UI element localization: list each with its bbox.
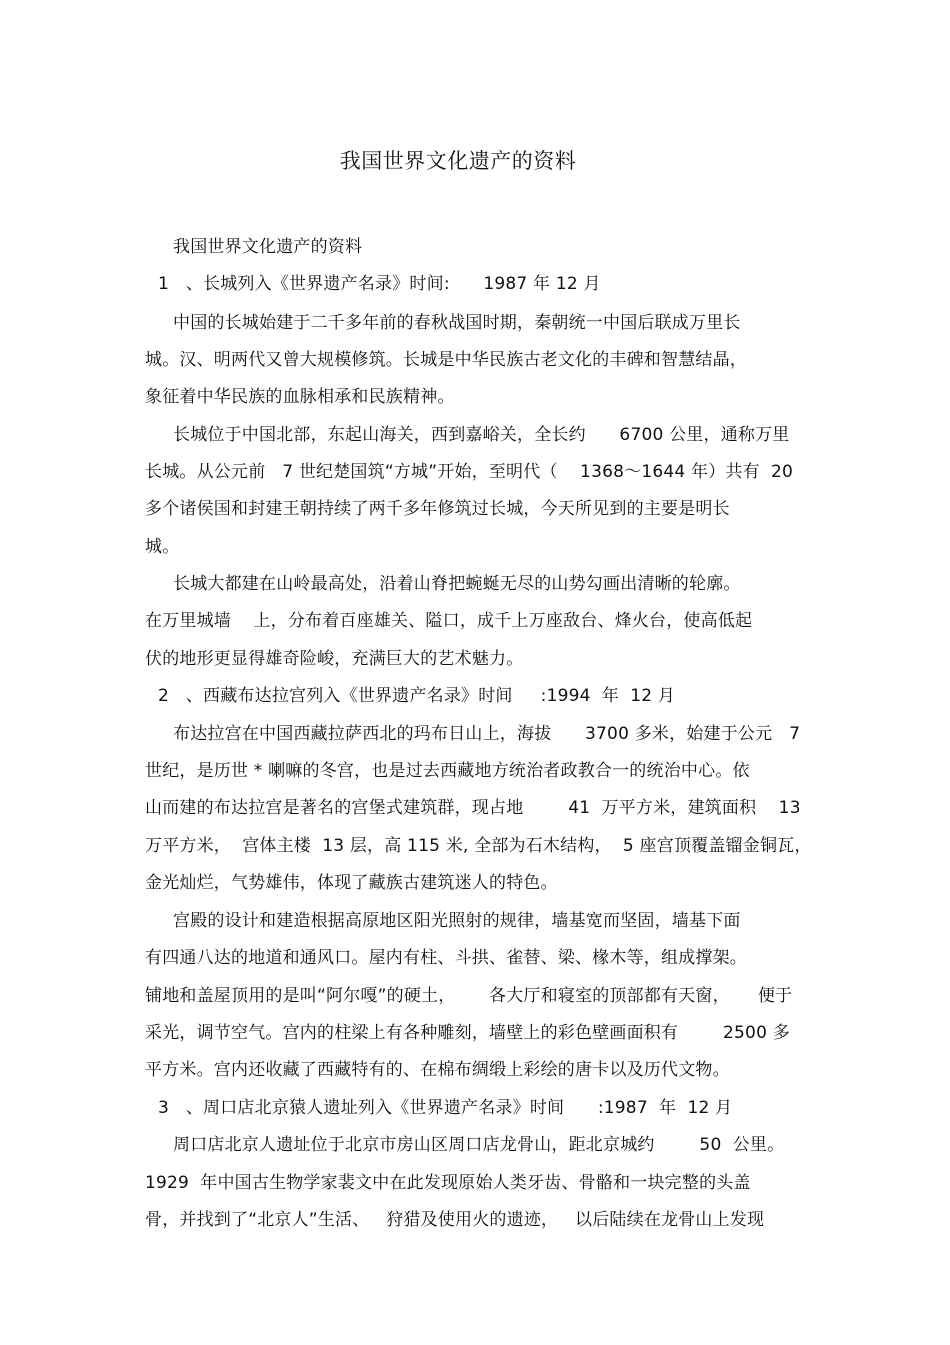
section-heading-potala-palace: 2 、西藏布达拉宫列入《世界遗产名录》时间 :1994 年 12 月 xyxy=(158,686,676,706)
paragraph-line: 城。汉、明两代又曾大规模修筑。长城是中华民族古老文化的丰碑和智慧结晶， xyxy=(145,350,747,370)
section-heading-zhoukoudian: 3 、周口店北京猿人遗址列入《世界遗产名录》时间 :1987 年 12 月 xyxy=(158,1098,733,1118)
paragraph-line: 在万里城墙 上，分布着百座雄关、隘口，成千上万座敌台、烽火台，使高低起 xyxy=(145,611,753,631)
subtitle-line: 我国世界文化遗产的资料 xyxy=(173,237,363,257)
paragraph-line: 象征着中华民族的血脉相承和民族精神。 xyxy=(145,387,455,407)
paragraph-line: 平方米。宫内还收藏了西藏特有的、在棉布绸缎上彩绘的唐卡以及历代文物。 xyxy=(145,1060,730,1080)
document-title: 我国世界文化遗产的资料 xyxy=(339,149,577,173)
paragraph-line: 宫殿的设计和建造根据高原地区阳光照射的规律，墙基宽而坚固，墙基下面 xyxy=(173,911,741,931)
paragraph-line: 金光灿烂，气势雄伟，体现了藏族古建筑迷人的特色。 xyxy=(145,873,558,893)
paragraph-line: 世纪，是历世 * 喇嘛的冬宫，也是过去西藏地方统治者政教合一的统治中心。依 xyxy=(145,761,750,781)
paragraph-line: 伏的地形更显得雄奇险峻，充满巨大的艺术魅力。 xyxy=(145,649,524,669)
paragraph-line: 多个诸侯国和封建王朝持续了两千多年修筑过长城，今天所见到的主要是明长 xyxy=(145,499,730,519)
paragraph-line: 铺地和盖屋顶用的是叫“阿尔嘎”的硬土， 各大厅和寝室的顶部都有天窗， 便于 xyxy=(145,986,793,1006)
paragraph-line: 布达拉宫在中国西藏拉萨西北的玛布日山上，海拔 3700 多米，始建于公元 7 xyxy=(173,724,801,744)
paragraph-line: 山而建的布达拉宫是著名的宫堡式建筑群，现占地 41 万平方米，建筑面积 13 xyxy=(145,798,801,818)
paragraph-line: 中国的长城始建于二千多年前的春秋战国时期，秦朝统一中国后联成万里长 xyxy=(173,313,741,333)
paragraph-line: 长城。从公元前 7 世纪楚国筑“方城”开始，至明代（ 1368～1644 年）共有 20 xyxy=(145,462,794,482)
paragraph-line: 骨，并找到了“北京人”生活、 狩猎及使用火的遗迹， 以后陆续在龙骨山上发现 xyxy=(145,1210,765,1230)
paragraph-line: 长城位于中国北部，东起山海关，西到嘉峪关，全长约 6700 公里，通称万里 xyxy=(173,425,790,445)
paragraph-line: 长城大都建在山岭最高处，沿着山脊把蜿蜒无尽的山势勾画出清晰的轮廓。 xyxy=(173,574,741,594)
paragraph-line: 城。 xyxy=(145,537,180,557)
paragraph-line: 周口店北京人遗址位于北京市房山区周口店龙骨山，距北京城约 50 公里。 xyxy=(173,1135,785,1155)
paragraph-line: 万平方米， 宫体主楼 13 层，高 115 米, 全部为石木结构， 5 座宫顶覆盖镏金铜瓦， xyxy=(145,836,812,856)
paragraph-line: 采光，调节空气。宫内的柱梁上有各种雕刻，墙壁上的彩色壁画面积有 2500 多 xyxy=(145,1023,790,1043)
section-heading-great-wall: 1 、长城列入《世界遗产名录》时间: 1987 年 12 月 xyxy=(158,274,601,294)
paragraph-line: 1929 年中国古生物学家裴文中在此发现原始人类牙齿、骨骼和一块完整的头盖 xyxy=(145,1173,751,1193)
paragraph-line: 有四通八达的地道和通风口。屋内有柱、斗拱、雀替、梁、椽木等，组成撑架。 xyxy=(145,948,747,968)
